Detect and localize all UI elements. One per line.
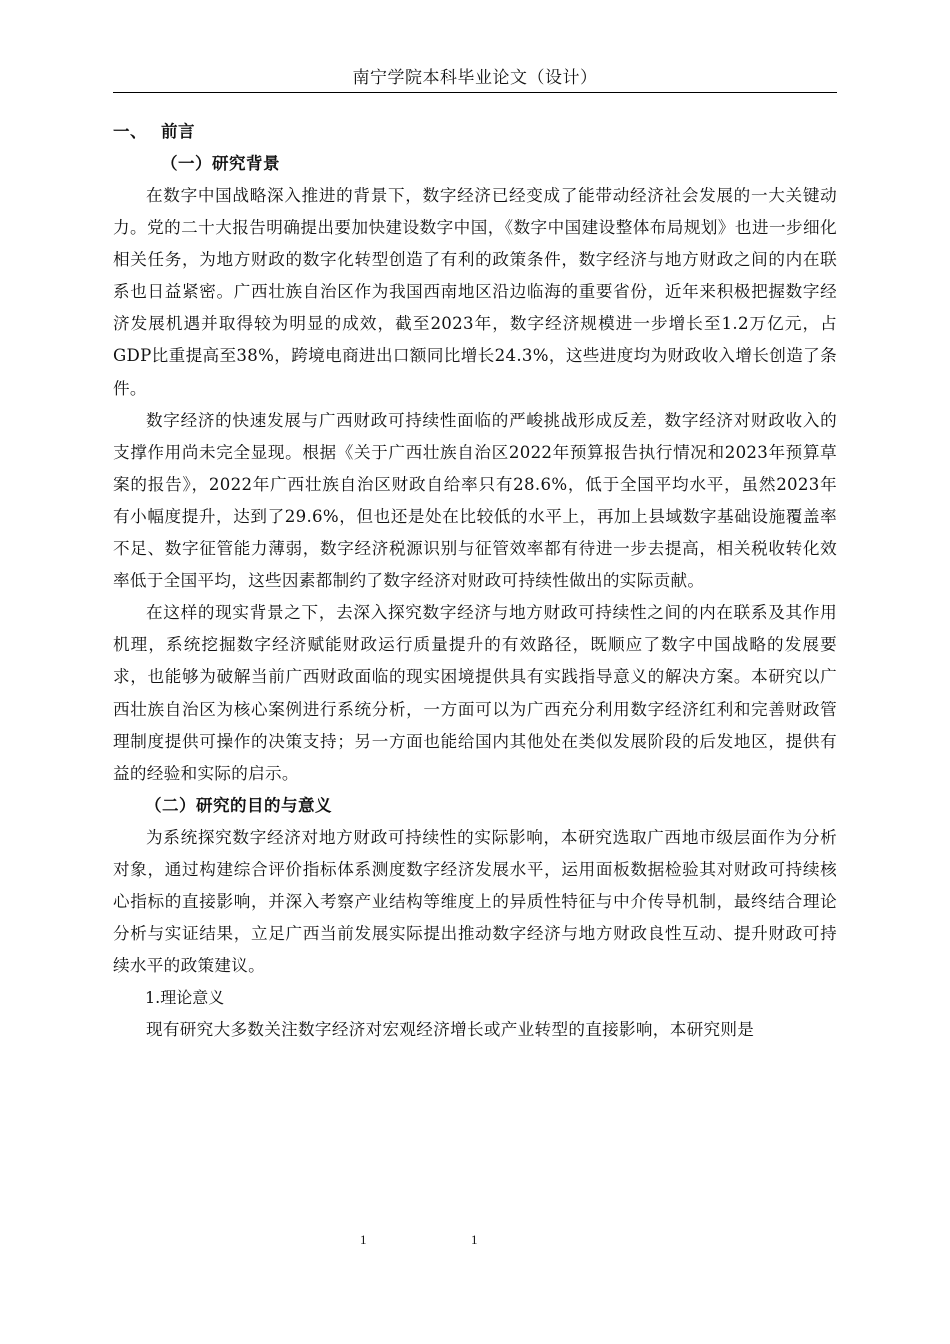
subsection-heading-purpose: （二）研究的目的与意义 [145, 795, 332, 815]
subsection-heading-background: （一）研究背景 [161, 154, 280, 173]
section-title: 前言 [161, 122, 195, 141]
paper-body [113, 116, 837, 1046]
section-number: 一、 [113, 122, 147, 141]
page-number: 1 [360, 1232, 367, 1247]
header-rule [113, 92, 837, 93]
item-heading-theory: 1.理论意义 [145, 988, 225, 1008]
paragraph: 数字经济的快速发展与广西财政可持续性面临的严峻挑战形成反差，数字经济对财政收入的支撑作用尚未完全显现。根据《关于广西壮族自治区2022年预算报告执行情况和2023年预算草案的报告》，2022年广西壮族自治区财政自给率只有28.6%，低于全国平均水平，虽然2023年有小幅度提升，达到了29.6%，但也还是处在比较低的水平上，再加上县域数字基础设施覆盖率不足、数字征管能力薄弱，数字经济税源识别与征管效率都有待进一步去提高，相关税收转化效率低于全国平均，这些因素都制约了数字经济对财政可持续性做出的实际贡献。 [113, 410, 837, 591]
paragraph: 现有研究大多数关注数字经济对宏观经济增长或产业转型的直接影响，本研究则是 [146, 1020, 755, 1040]
paragraph: 在数字中国战略深入推进的背景下，数字经济已经变成了能带动经济社会发展的一大关键动力。党的二十大报告明确提出要加快建设数字中国，《数字中国建设整体布局规划》也进一步细化相关任务，为地方财政的数字化转型创造了有利的政策条件，数字经济与地方财政之间的内在联系也日益紧密。广西壮族自治区作为我国西南地区沿边临海的重要省份，近年来积极把握数字经济发展机遇并取得较为明显的成效，截至2023年，数字经济规模进一步增长至1.2万亿元，占GDP比重提高至38%，跨境电商进出口额同比增长24.3%，这些进度均为财政收入增长创造了条件。 [113, 186, 837, 398]
paragraph: 为系统探究数字经济对地方财政可持续性的实际影响，本研究选取广西地市级层面作为分析对象，通过构建综合评价指标体系测度数字经济发展水平，运用面板数据检验其对财政可持续核心指标的直接影响，并深入考察产业结构等维度上的异质性特征与中介传导机制，最终结合理论分析与实证结果，立足广西当前发展实际提出推动数字经济与地方财政良性互动、提升财政可持续水平的政策建议。 [113, 827, 837, 976]
page-number: 1 [471, 1232, 478, 1247]
page-header: 南宁学院本科毕业论文（设计） [352, 68, 598, 88]
paragraph: 在这样的现实背景之下，去深入探究数字经济与地方财政可持续性之间的内在联系及其作用机理，系统挖掘数字经济赋能财政运行质量提升的有效路径，既顺应了数字中国战略的发展要求，也能够为破解当前广西财政面临的现实困境提供具有实践指导意义的解决方案。本研究以广西壮族自治区为核心案例进行系统分析，一方面可以为广西充分利用数字经济红利和完善财政管理制度提供可操作的决策支持；另一方面也能给国内其他处在类似发展阶段的后发地区，提供有益的经验和实际的启示。 [113, 603, 837, 783]
section-heading [113, 116, 837, 148]
